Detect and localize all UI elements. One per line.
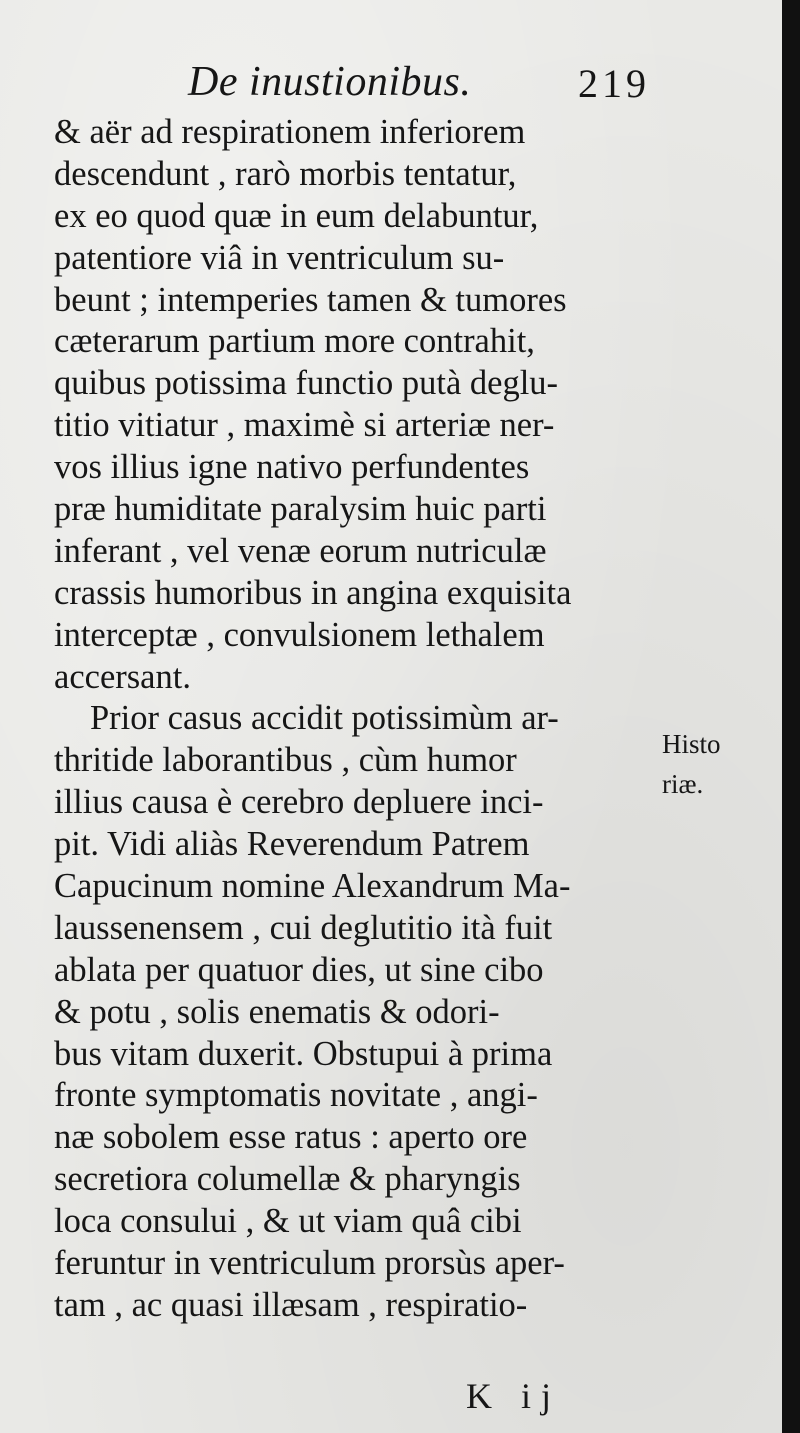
text-line: bus vitam duxerit. Obstupui à prima [54,1034,553,1073]
text-line: ablata per quatuor dies, ut sine cibo [54,950,544,989]
paragraph-start-line: Prior casus accidit potissimùm ar- [90,699,559,738]
text-line: tam , ac quasi illæsam , respiratio- [54,1285,528,1324]
text-line: præ humiditate paralysim huic parti [54,490,547,529]
text-line: & potu , solis enematis & odori- [54,992,500,1031]
text-line: secretiora columellæ & pharyngis [54,1160,521,1199]
text-line: Capucinum nomine Alexandrum Ma- [54,867,571,906]
text-line: thritide laborantibus , cùm humor [54,741,517,780]
text-line: titio vitiatur , maximè si arteriæ ner- [54,406,555,445]
marginal-note [662,724,721,804]
text-line: feruntur in ventriculum prorsùs aper- [54,1244,565,1283]
text-line: næ sobolem esse ratus : aperto ore [54,1118,528,1157]
text-line: cæterarum partium more contrahit, [54,322,535,361]
text-line: ex eo quod quæ in eum delabuntur, [54,196,539,235]
signature-mark: K ij [466,1376,562,1416]
marginal-note-line: Histo [662,729,721,759]
page-header [0,58,782,118]
page-number: 219 [578,61,650,106]
text-line: interceptæ , convulsionem lethalem [54,615,545,654]
text-line: & aër ad respirationem inferiorem [54,113,526,151]
text-line: accersant. [54,657,191,696]
text-line: patentiore viâ in ventriculum su- [54,238,505,277]
text-line: descendunt , rarò morbis tentatur, [54,154,517,193]
text-line: crassis humoribus in angina exquisita [54,573,572,612]
text-line: loca consului , & ut viam quâ cibi [54,1202,522,1241]
text-line: laussenensem , cui deglutitio ità fuit [54,908,553,947]
marginal-note-line: riæ. [662,769,704,799]
running-head: De inustionibus. [188,59,472,105]
text-line: illius causa è cerebro depluere inci- [54,783,544,822]
text-line: beunt ; intemperies tamen & tumores [54,280,567,319]
text-line: quibus potissima functio putà deglu- [54,364,559,403]
text-line: inferant , vel venæ eorum nutriculæ [54,531,547,570]
text-line: vos illius igne nativo perfundentes [54,448,530,487]
body-text [54,112,654,1327]
text-line: fronte symptomatis novitate , angi- [54,1076,538,1115]
text-line: pit. Vidi aliàs Reverendum Patrem [54,825,530,864]
